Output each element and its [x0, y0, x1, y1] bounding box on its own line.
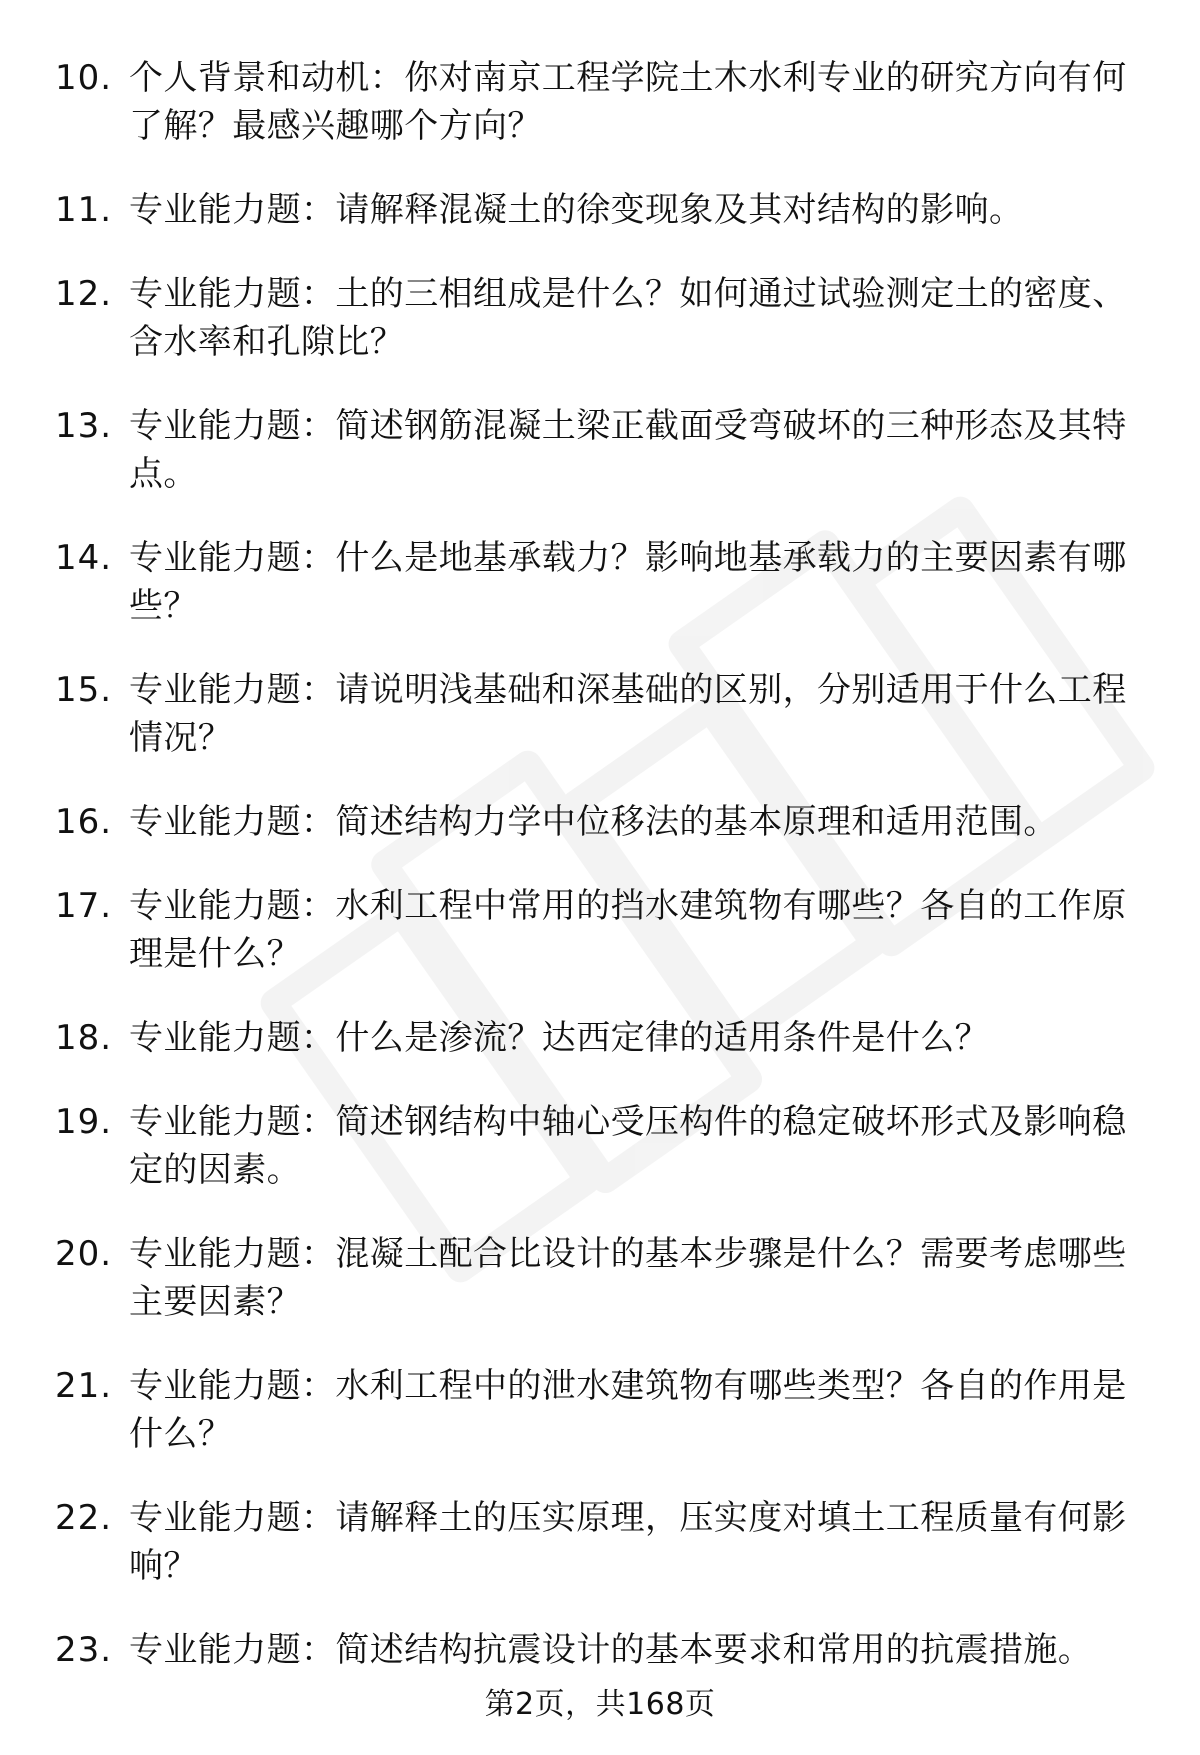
item-text: 专业能力题：水利工程中的泄水建筑物有哪些类型？各自的作用是什么？ [129, 1366, 1127, 1454]
item-number: 19. [55, 1102, 113, 1142]
list-item [55, 882, 1155, 978]
item-number: 13. [55, 406, 113, 446]
item-number: 15. [55, 670, 113, 710]
item-number: 23. [55, 1630, 113, 1670]
item-text: 专业能力题：简述结构力学中位移法的基本原理和适用范围。 [129, 802, 1058, 842]
item-number: 17. [55, 886, 113, 926]
item-text: 专业能力题：什么是渗流？达西定律的适用条件是什么？ [129, 1018, 989, 1058]
question-list [55, 54, 1155, 1674]
item-text: 个人背景和动机：你对南京工程学院土木水利专业的研究方向有何了解？最感兴趣哪个方向？ [129, 58, 1127, 146]
item-text: 专业能力题：请解释土的压实原理，压实度对填土工程质量有何影响？ [129, 1498, 1127, 1586]
list-item [55, 1626, 1155, 1674]
list-item [55, 186, 1155, 234]
item-text: 专业能力题：简述钢筋混凝土梁正截面受弯破坏的三种形态及其特点。 [129, 406, 1127, 494]
list-item [55, 1362, 1155, 1458]
list-item [55, 270, 1155, 366]
item-number: 10. [55, 58, 113, 98]
list-item [55, 1098, 1155, 1194]
page-footer: 第2页，共168页 [484, 1687, 716, 1722]
list-item [55, 1494, 1155, 1590]
list-item [55, 666, 1155, 762]
item-text: 专业能力题：简述钢结构中轴心受压构件的稳定破坏形式及影响稳定的因素。 [129, 1102, 1127, 1190]
item-text: 专业能力题：简述结构抗震设计的基本要求和常用的抗震措施。 [129, 1630, 1093, 1670]
list-item [55, 402, 1155, 498]
list-item [55, 54, 1155, 150]
item-text: 专业能力题：混凝土配合比设计的基本步骤是什么？需要考虑哪些主要因素？ [129, 1234, 1127, 1322]
item-number: 14. [55, 538, 113, 578]
item-number: 20. [55, 1234, 113, 1274]
item-text: 专业能力题：土的三相组成是什么？如何通过试验测定土的密度、含水率和孔隙比？ [129, 274, 1127, 362]
item-number: 18. [55, 1018, 113, 1058]
item-number: 16. [55, 802, 113, 842]
item-text: 专业能力题：请解释混凝土的徐变现象及其对结构的影响。 [129, 190, 1024, 230]
list-item [55, 1014, 1155, 1062]
item-number: 11. [55, 190, 113, 230]
item-text: 专业能力题：水利工程中常用的挡水建筑物有哪些？各自的工作原理是什么？ [129, 886, 1127, 974]
item-text: 专业能力题：什么是地基承载力？影响地基承载力的主要因素有哪些？ [129, 538, 1127, 626]
list-item [55, 534, 1155, 630]
list-item [55, 798, 1155, 846]
item-number: 12. [55, 274, 113, 314]
item-number: 21. [55, 1366, 113, 1406]
item-text: 专业能力题：请说明浅基础和深基础的区别，分别适用于什么工程情况？ [129, 670, 1127, 758]
item-number: 22. [55, 1498, 113, 1538]
list-item [55, 1230, 1155, 1326]
